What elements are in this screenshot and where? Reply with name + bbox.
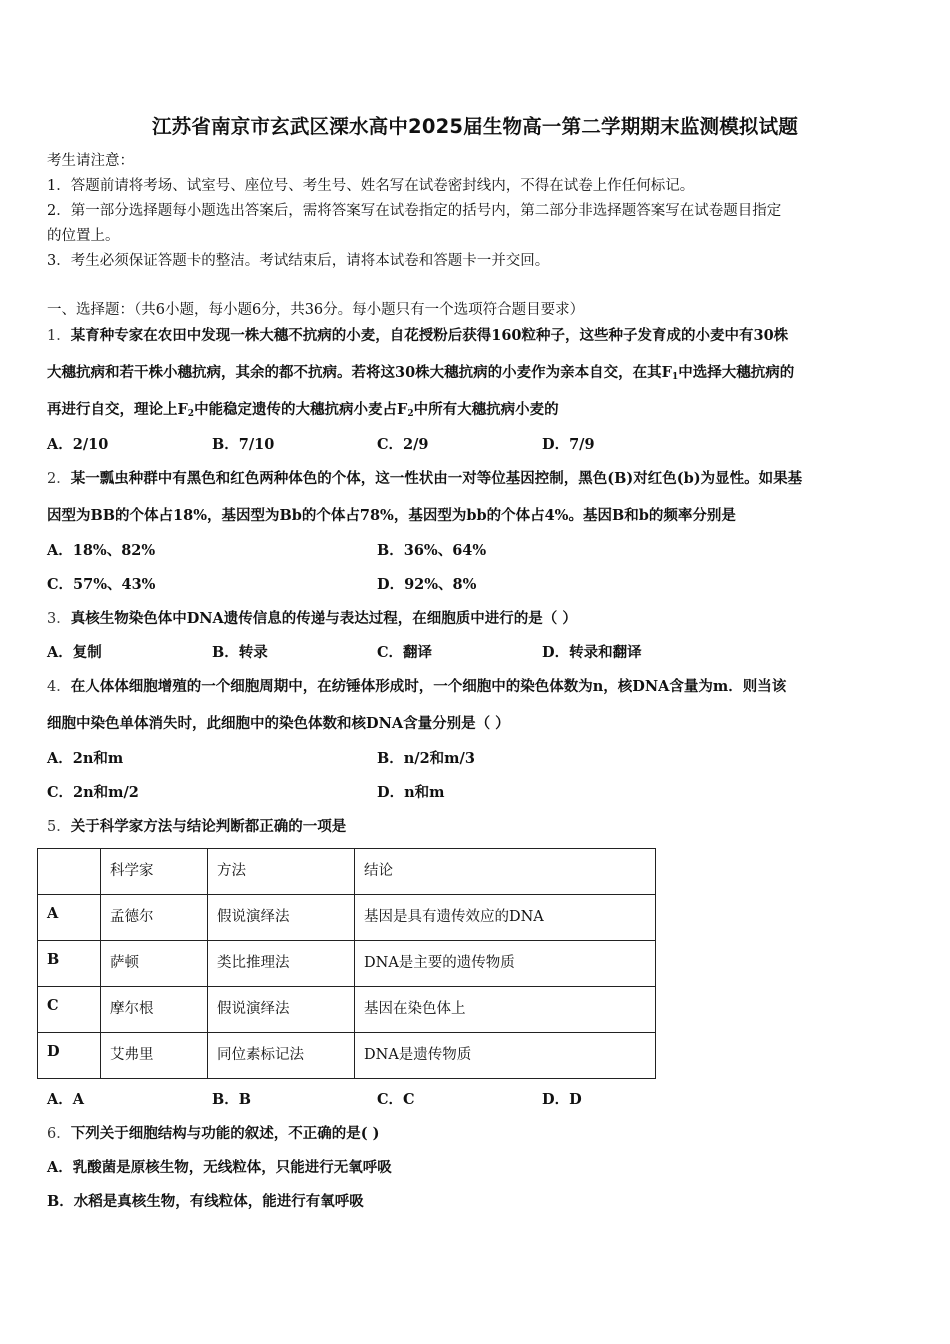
table-cell: 假说演绎法 bbox=[208, 987, 355, 1033]
section-heading: 一、选择题：（共6小题，每小题6分，共36分。每小题只有一个选项符合题目要求） bbox=[47, 302, 585, 318]
question-text: 中所有大穗抗病小麦的 bbox=[413, 401, 559, 418]
q6-option-b[interactable]: B．水稻是真核生物，有线粒体，能进行有氧呼吸 bbox=[47, 1193, 364, 1210]
table-header-cell: 科学家 bbox=[101, 849, 208, 895]
q1-option-d[interactable]: D．7/9 bbox=[542, 436, 595, 453]
table-cell: B bbox=[38, 941, 101, 987]
q6-option-a[interactable]: A．乳酸菌是原核生物，无线粒体，只能进行无氧呼吸 bbox=[47, 1159, 392, 1176]
table-cell: A bbox=[38, 895, 101, 941]
subscript: 1 bbox=[671, 372, 679, 382]
table-cell: DNA是遗传物质 bbox=[355, 1033, 656, 1079]
table-cell: 艾弗里 bbox=[101, 1033, 208, 1079]
subscript: 2 bbox=[187, 409, 195, 419]
table-cell: 同位素标记法 bbox=[208, 1033, 355, 1079]
question-5-line-1 bbox=[47, 817, 346, 837]
table-cell: 基因在染色体上 bbox=[355, 987, 656, 1033]
notice-item-3: 3．考生必须保证答题卡的整洁。考试结束后，请将本试卷和答题卡一并交回。 bbox=[47, 253, 550, 269]
subscript: 2 bbox=[407, 409, 414, 419]
q5-option-c[interactable]: C．C bbox=[377, 1091, 415, 1108]
table-row bbox=[38, 941, 656, 987]
question-1-line-1 bbox=[47, 326, 788, 346]
q5-option-a[interactable]: A．A bbox=[47, 1091, 85, 1108]
q5-option-b[interactable]: B．B bbox=[212, 1091, 252, 1108]
table-cell: DNA是主要的遗传物质 bbox=[355, 941, 656, 987]
question-4-line-2: 细胞中染色单体消失时，此细胞中的染色体数和核DNA含量分别是（ ） bbox=[47, 715, 510, 732]
question-2-line-2: 因型为BB的个体占18%，基因型为Bb的个体占78%，基因型为bb的个体占4%。基因B和b的频率分别是 bbox=[47, 507, 736, 524]
q3-option-a[interactable]: A．复制 bbox=[47, 644, 102, 661]
question-text: 中选择大穗抗病的 bbox=[678, 364, 795, 381]
q4-option-b[interactable]: B．n/2和m/3 bbox=[377, 750, 475, 767]
question-1-line-3 bbox=[47, 400, 559, 424]
question-4-line-1 bbox=[47, 677, 786, 697]
q1-option-b[interactable]: B．7/10 bbox=[212, 436, 275, 453]
table-cell: C bbox=[38, 987, 101, 1033]
question-number: 2． bbox=[47, 471, 71, 487]
notice-item-2-cont: 的位置上。 bbox=[47, 228, 120, 244]
q3-option-c[interactable]: C．翻译 bbox=[377, 644, 433, 661]
question-number: 6． bbox=[47, 1126, 71, 1142]
q3-option-d[interactable]: D．转录和翻译 bbox=[542, 644, 642, 661]
q4-option-a[interactable]: A．2n和m bbox=[47, 750, 124, 767]
question-text: 某育种专家在农田中发现一株大穗不抗病的小麦，自花授粉后获得160粒种子，这些种子发育成的小麦中有30株 bbox=[70, 327, 789, 344]
question-text: 真核生物染色体中DNA遗传信息的传递与表达过程，在细胞质中进行的是（ ） bbox=[70, 610, 577, 627]
question-text: 下列关于细胞结构与功能的叙述，不正确的是( ) bbox=[70, 1125, 380, 1142]
q2-option-b[interactable]: B．36%、64% bbox=[377, 542, 487, 559]
page-title: 江苏省南京市玄武区溧水高中2025届生物高一第二学期期末监测模拟试题 bbox=[151, 115, 799, 138]
table-row bbox=[38, 895, 656, 941]
table-cell: 类比推理法 bbox=[208, 941, 355, 987]
q5-option-d[interactable]: D．D bbox=[542, 1091, 582, 1108]
notice-heading: 考生请注意： bbox=[47, 153, 134, 169]
q2-option-a[interactable]: A．18%、82% bbox=[47, 542, 156, 559]
question-text: 关于科学家方法与结论判断都正确的一项是 bbox=[70, 818, 347, 835]
question-6-line-1 bbox=[47, 1124, 380, 1144]
question-text: 在人体体细胞增殖的一个细胞周期中，在纺锤体形成时，一个细胞中的染色体数为n，核DNA含量为m．则当该 bbox=[70, 678, 787, 695]
table-header-row bbox=[38, 849, 656, 895]
table-cell: 假说演绎法 bbox=[208, 895, 355, 941]
scientist-table bbox=[37, 848, 656, 1079]
question-1-line-2 bbox=[47, 363, 794, 387]
table-cell: 萨顿 bbox=[101, 941, 208, 987]
table-cell: 孟德尔 bbox=[101, 895, 208, 941]
question-text: 大穗抗病和若干株小穗抗病，其余的都不抗病。若将这30株大穗抗病的小麦作为亲本自交，在其F bbox=[47, 364, 672, 381]
q3-option-b[interactable]: B．转录 bbox=[212, 644, 268, 661]
question-2-line-1 bbox=[47, 469, 802, 489]
question-text: 再进行自交，理论上F bbox=[47, 401, 188, 418]
table-row bbox=[38, 987, 656, 1033]
question-text: 中能稳定遗传的大穗抗病小麦占F bbox=[194, 401, 408, 418]
table-header-cell: 结论 bbox=[355, 849, 656, 895]
table-cell: 摩尔根 bbox=[101, 987, 208, 1033]
table-cell: 基因是具有遗传效应的DNA bbox=[355, 895, 656, 941]
q4-option-d[interactable]: D．n和m bbox=[377, 784, 445, 801]
q1-option-a[interactable]: A．2/10 bbox=[47, 436, 109, 453]
question-number: 3． bbox=[47, 611, 71, 627]
notice-item-2: 2．第一部分选择题每小题选出答案后，需将答案写在试卷指定的括号内，第二部分非选择题答案写在试卷题目指定 bbox=[47, 203, 782, 219]
q2-option-c[interactable]: C．57%、43% bbox=[47, 576, 156, 593]
table-cell: D bbox=[38, 1033, 101, 1079]
notice-item-1: 1．答题前请将考场、试室号、座位号、考生号、姓名写在试卷密封线内，不得在试卷上作任何标记。 bbox=[47, 178, 695, 194]
q2-option-d[interactable]: D．92%、8% bbox=[377, 576, 477, 593]
question-number: 5． bbox=[47, 819, 71, 835]
table-row bbox=[38, 1033, 656, 1079]
question-number: 1． bbox=[47, 328, 71, 344]
table-header-cell: 方法 bbox=[208, 849, 355, 895]
q4-option-c[interactable]: C．2n和m/2 bbox=[47, 784, 139, 801]
q1-option-c[interactable]: C．2/9 bbox=[377, 436, 429, 453]
table-cell bbox=[38, 849, 101, 895]
question-3-line-1 bbox=[47, 609, 577, 629]
question-number: 4． bbox=[47, 679, 71, 695]
question-text: 某一瓢虫种群中有黑色和红色两种体色的个体，这一性状由一对等位基因控制，黑色(B)对红色(b)为显性。如果基 bbox=[70, 470, 803, 487]
